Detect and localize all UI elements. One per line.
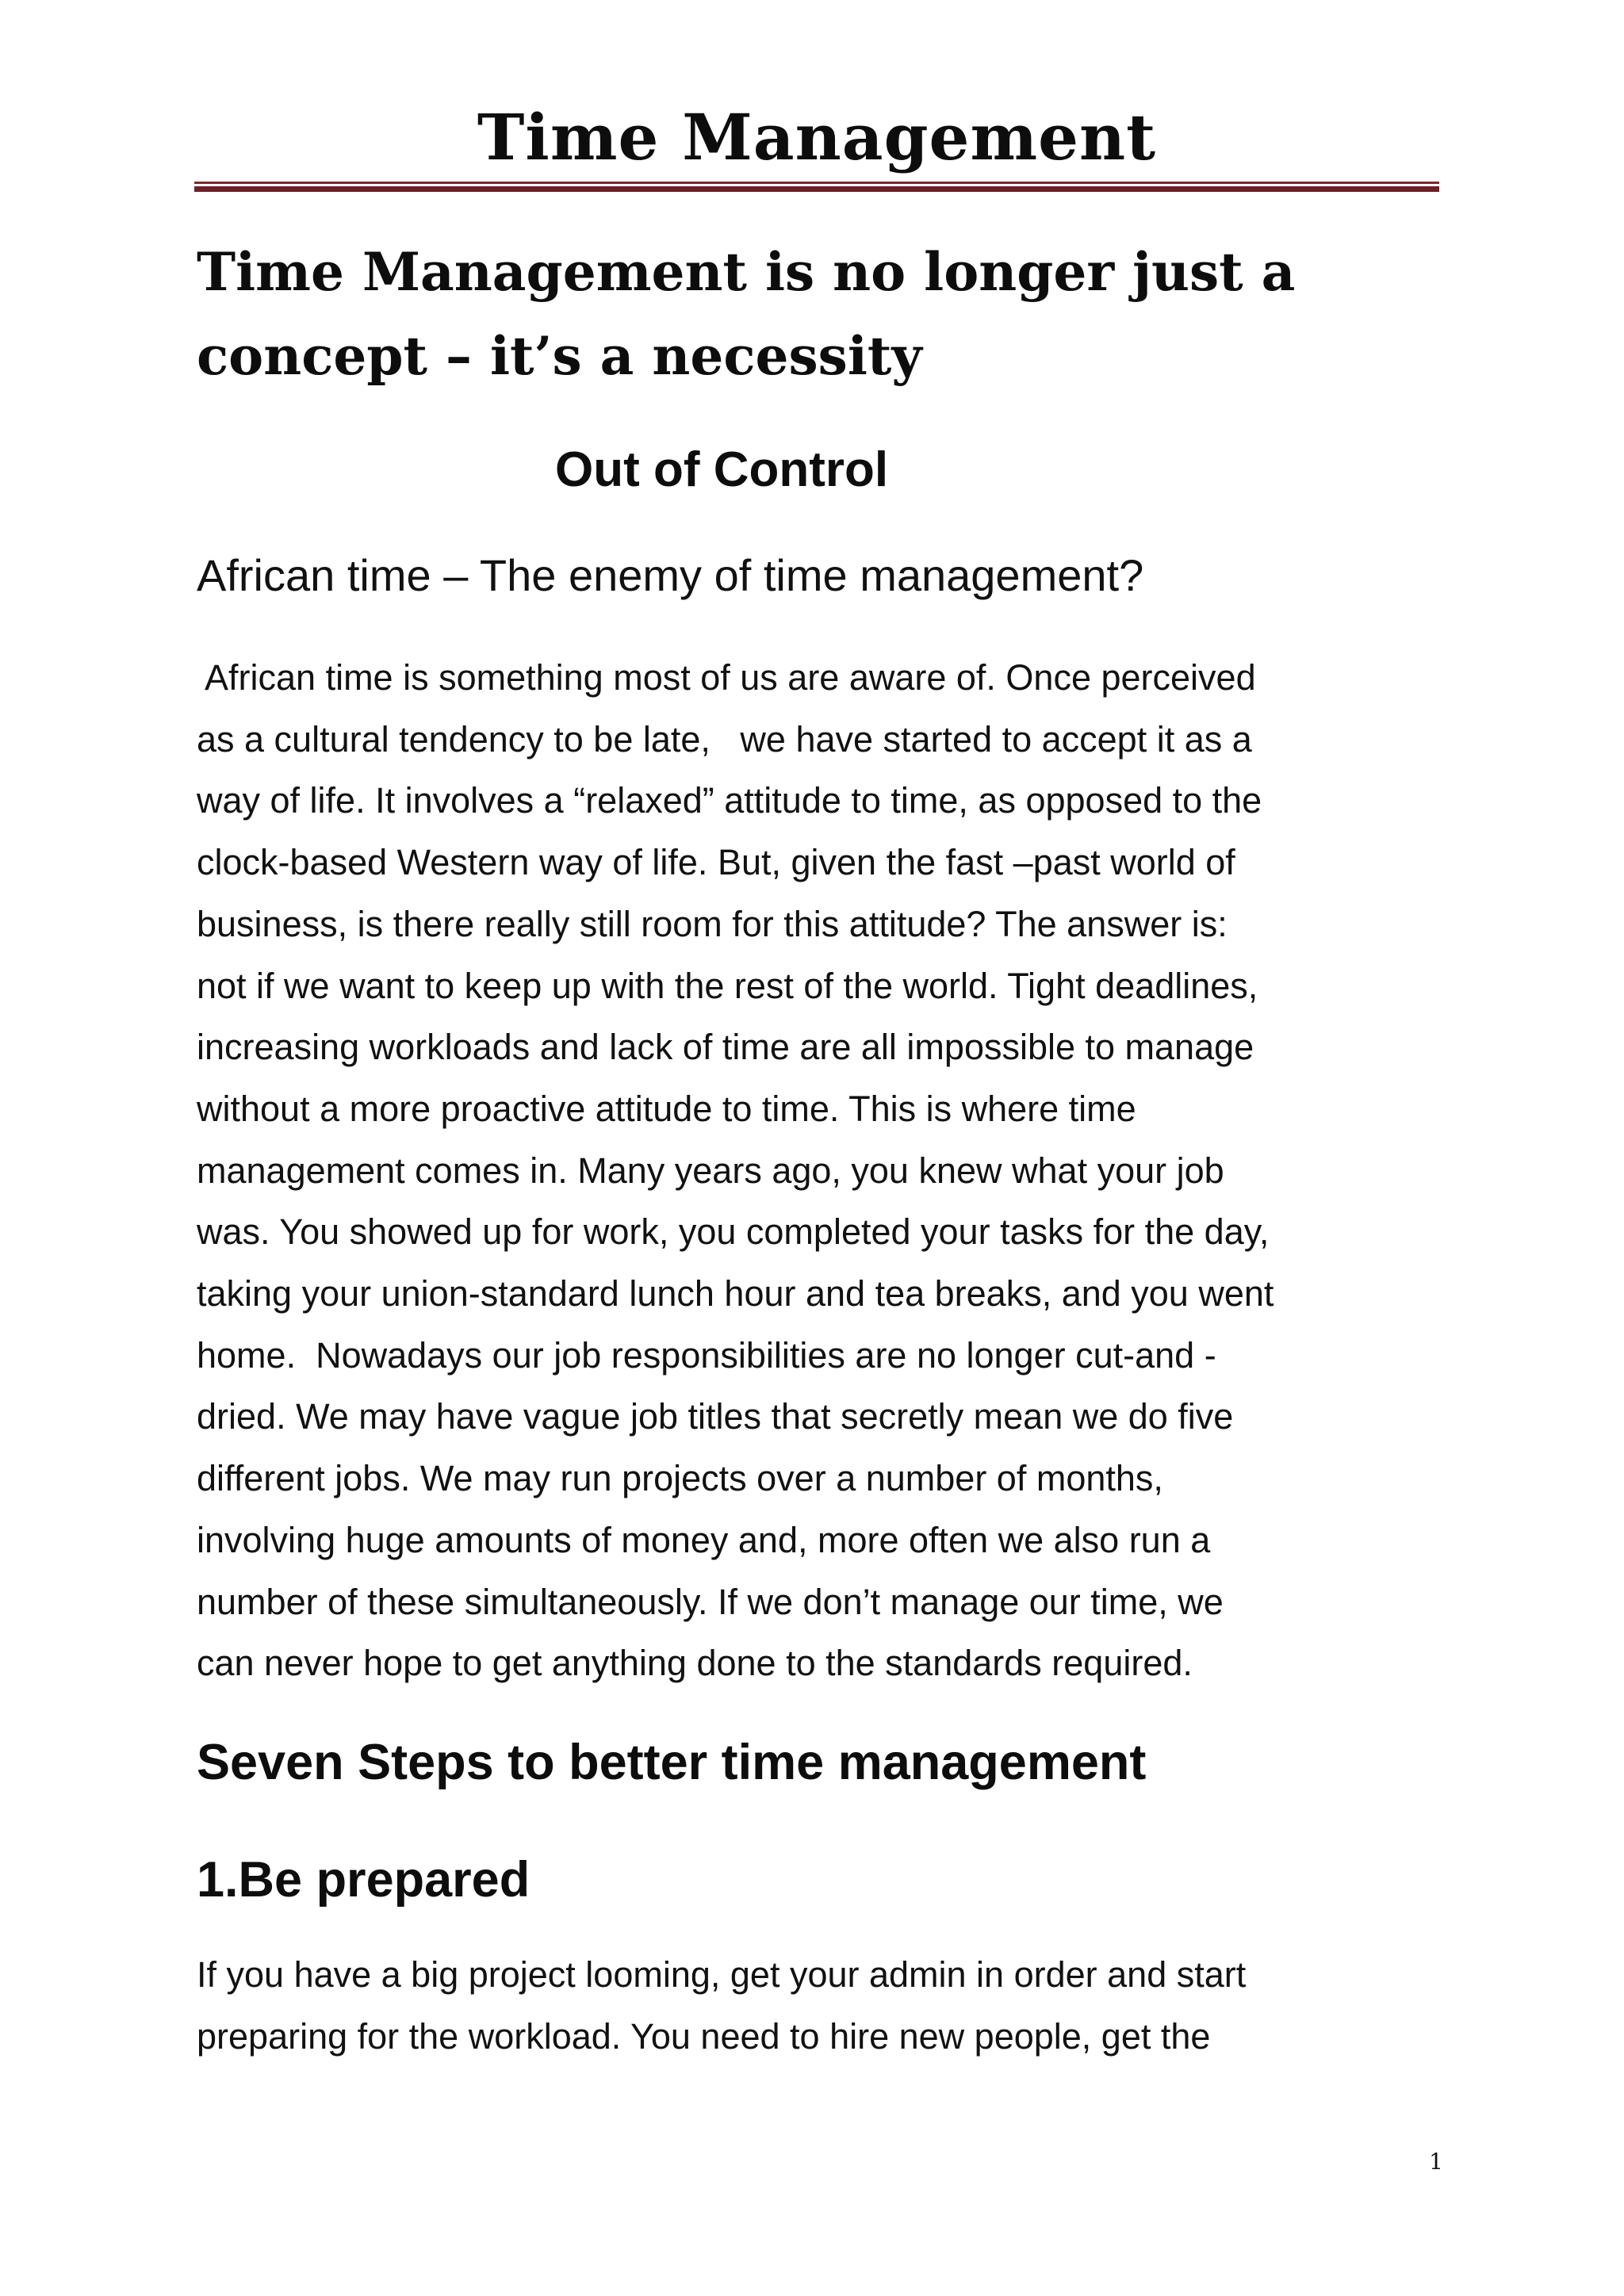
paragraph-line: home. Nowadays our job responsibilities are no longer cut-and - xyxy=(197,1334,1216,1376)
paragraph-line: taking your union-standard lunch hour and tea breaks, and you went xyxy=(197,1273,1274,1314)
paragraph-line: preparing for the workload. You need to hire new people, get the xyxy=(197,2015,1211,2057)
paragraph-line: management comes in. Many years ago, you knew what your job xyxy=(197,1150,1224,1191)
paragraph-line: business, is there really still room for this attitude? The answer is: xyxy=(197,903,1228,944)
paragraph-line: increasing workloads and lack of time are all impossible to manage xyxy=(197,1027,1254,1068)
paragraph-line: involving huge amounts of money and, more often we also run a xyxy=(197,1519,1211,1560)
paragraph-line: dried. We may have vague job titles that secretly mean we do five xyxy=(197,1396,1234,1437)
document-subtitle: Time Management is no longer just a concept – it’s a necessity xyxy=(197,241,1296,387)
paragraph-line: different jobs. We may run projects over a number of months, xyxy=(197,1458,1163,1499)
paragraph-line: number of these simultaneously. If we don’t manage our time, we xyxy=(197,1581,1224,1622)
title-divider xyxy=(194,182,1439,193)
intro-paragraph xyxy=(197,647,1450,1694)
step-1-heading: 1.Be prepared xyxy=(197,1852,530,1908)
title-divider-thick-line xyxy=(194,186,1439,192)
paragraph-line: as a cultural tendency to be late, we have started to accept it as a xyxy=(197,718,1252,760)
document-title: Time Management xyxy=(477,100,1157,174)
paragraph-line: not if we want to keep up with the rest of the world. Tight deadlines, xyxy=(197,965,1258,1006)
steps-heading: Seven Steps to better time management xyxy=(197,1735,1147,1790)
paragraph-line: African time is something most of us are aware of. Once perceived xyxy=(197,657,1256,698)
page-number: 1 xyxy=(1429,2149,1443,2175)
title-divider-thin-line xyxy=(194,182,1439,184)
paragraph-line: clock-based Western way of life. But, given the fast –past world of xyxy=(197,842,1235,883)
paragraph-line: can never hope to get anything done to the standards required. xyxy=(197,1643,1193,1684)
paragraph-line: If you have a big project looming, get your admin in order and start xyxy=(197,1954,1247,1995)
step-1-paragraph xyxy=(197,1944,1450,2067)
paragraph-line: way of life. It involves a “relaxed” attitude to time, as opposed to the xyxy=(197,780,1262,821)
paragraph-line: without a more proactive attitude to time. This is where time xyxy=(197,1088,1136,1129)
paragraph-line: was. You showed up for work, you completed your tasks for the day, xyxy=(197,1211,1270,1253)
question-heading: African time – The enemy of time management? xyxy=(197,550,1144,600)
section-title: Out of Control xyxy=(555,442,889,497)
